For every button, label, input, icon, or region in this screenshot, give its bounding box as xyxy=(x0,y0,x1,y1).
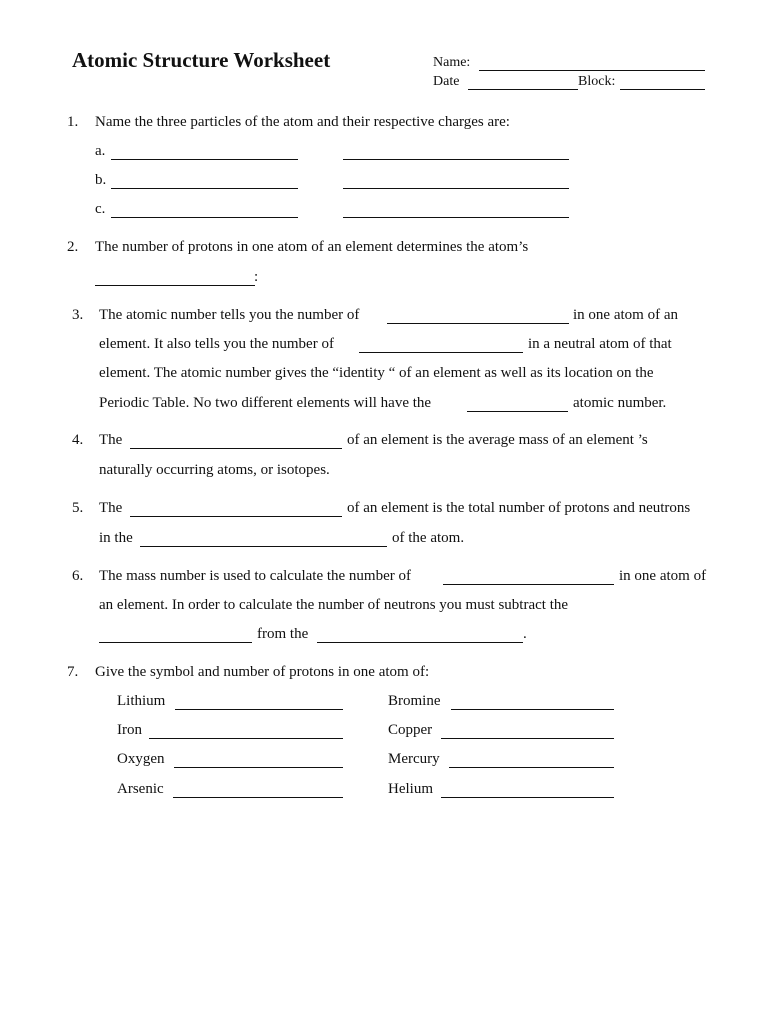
q7-lithium-blank[interactable] xyxy=(175,709,343,710)
q5-line1-start: The xyxy=(99,500,123,516)
q5-line2-end: of the atom. xyxy=(392,530,465,546)
q3-line4-start: Periodic Table. No two different elements will have the xyxy=(99,395,432,411)
q1-item-c-label: c. xyxy=(95,201,106,217)
q7-element-label: Iron xyxy=(117,722,142,738)
q3-line4-end: atomic number. xyxy=(573,395,667,411)
q2-colon: : xyxy=(254,269,259,285)
q7-iron-blank[interactable] xyxy=(149,738,343,739)
q5-number: 5. xyxy=(72,500,84,516)
q6-line3-end: . xyxy=(523,626,527,642)
block-field[interactable] xyxy=(620,89,705,90)
name-field[interactable] xyxy=(479,70,705,71)
q2-number: 2. xyxy=(67,239,79,255)
q5-blank-2[interactable] xyxy=(140,546,387,547)
q3-line2-start: element. It also tells you the number of xyxy=(99,336,334,352)
q3-number: 3. xyxy=(72,307,84,323)
q7-copper-blank[interactable] xyxy=(441,738,614,739)
block-label: Block: xyxy=(578,74,616,89)
q1-item-b-label: b. xyxy=(95,172,107,188)
q1-text: Name the three particles of the atom and their respective charges are: xyxy=(95,114,510,130)
q6-number: 6. xyxy=(72,568,84,584)
q1-b-charge-blank[interactable] xyxy=(343,188,569,189)
q4-blank[interactable] xyxy=(130,448,342,449)
date-field[interactable] xyxy=(468,89,578,90)
page-title: Atomic Structure Worksheet xyxy=(72,48,331,72)
q3-blank-2[interactable] xyxy=(359,352,523,353)
q7-bromine-blank[interactable] xyxy=(451,709,614,710)
q4-number: 4. xyxy=(72,432,84,448)
q6-line2: an element. In order to calculate the number of neutrons you must subtract the xyxy=(99,597,569,613)
q7-element-label: Helium xyxy=(388,781,433,797)
q7-element-label: Arsenic xyxy=(117,781,164,797)
q3-line1-end: in one atom of an xyxy=(573,307,678,323)
q7-text: Give the symbol and number of protons in one atom of: xyxy=(95,664,430,680)
q1-number: 1. xyxy=(67,114,79,130)
q2-answer-blank[interactable] xyxy=(95,285,255,286)
q3-line1-start: The atomic number tells you the number of xyxy=(99,307,360,323)
q6-line1-start: The mass number is used to calculate the number of xyxy=(99,568,411,584)
date-label: Date xyxy=(433,74,460,89)
q7-element-label: Oxygen xyxy=(117,751,165,767)
q7-arsenic-blank[interactable] xyxy=(173,797,343,798)
q4-line2: naturally occurring atoms, or isotopes. xyxy=(99,462,330,478)
q6-blank-3[interactable] xyxy=(317,642,523,643)
q5-line2-start: in the xyxy=(99,530,133,546)
q6-blank-1[interactable] xyxy=(443,584,614,585)
q4-line1-start: The xyxy=(99,432,123,448)
q7-mercury-blank[interactable] xyxy=(449,767,614,768)
q4-line1-end: of an element is the average mass of an element ’s xyxy=(347,432,648,448)
q1-b-particle-blank[interactable] xyxy=(111,188,298,189)
q7-element-label: Lithium xyxy=(117,693,166,709)
q2-text: The number of protons in one atom of an element determines the atom’s xyxy=(95,239,529,255)
q6-line3-mid: from the xyxy=(257,626,309,642)
q1-c-charge-blank[interactable] xyxy=(343,217,569,218)
q7-element-label: Copper xyxy=(388,722,433,738)
q7-number: 7. xyxy=(67,664,79,680)
q5-line1-end: of an element is the total number of protons and neutrons xyxy=(347,500,691,516)
q3-blank-1[interactable] xyxy=(387,323,569,324)
name-label: Name: xyxy=(433,55,471,70)
q7-helium-blank[interactable] xyxy=(441,797,614,798)
q1-c-particle-blank[interactable] xyxy=(111,217,298,218)
q1-a-particle-blank[interactable] xyxy=(111,159,298,160)
q3-line3: element. The atomic number gives the “identity “ of an element as well as its location on the xyxy=(99,365,654,381)
q7-element-label: Bromine xyxy=(388,693,441,709)
q1-a-charge-blank[interactable] xyxy=(343,159,569,160)
q7-oxygen-blank[interactable] xyxy=(174,767,343,768)
q6-blank-2[interactable] xyxy=(99,642,252,643)
q1-item-a-label: a. xyxy=(95,143,106,159)
q6-line1-end: in one atom of xyxy=(619,568,707,584)
q7-element-label: Mercury xyxy=(388,751,440,767)
q3-blank-3[interactable] xyxy=(467,411,568,412)
q3-line2-end: in a neutral atom of that xyxy=(528,336,672,352)
q5-blank-1[interactable] xyxy=(130,516,342,517)
